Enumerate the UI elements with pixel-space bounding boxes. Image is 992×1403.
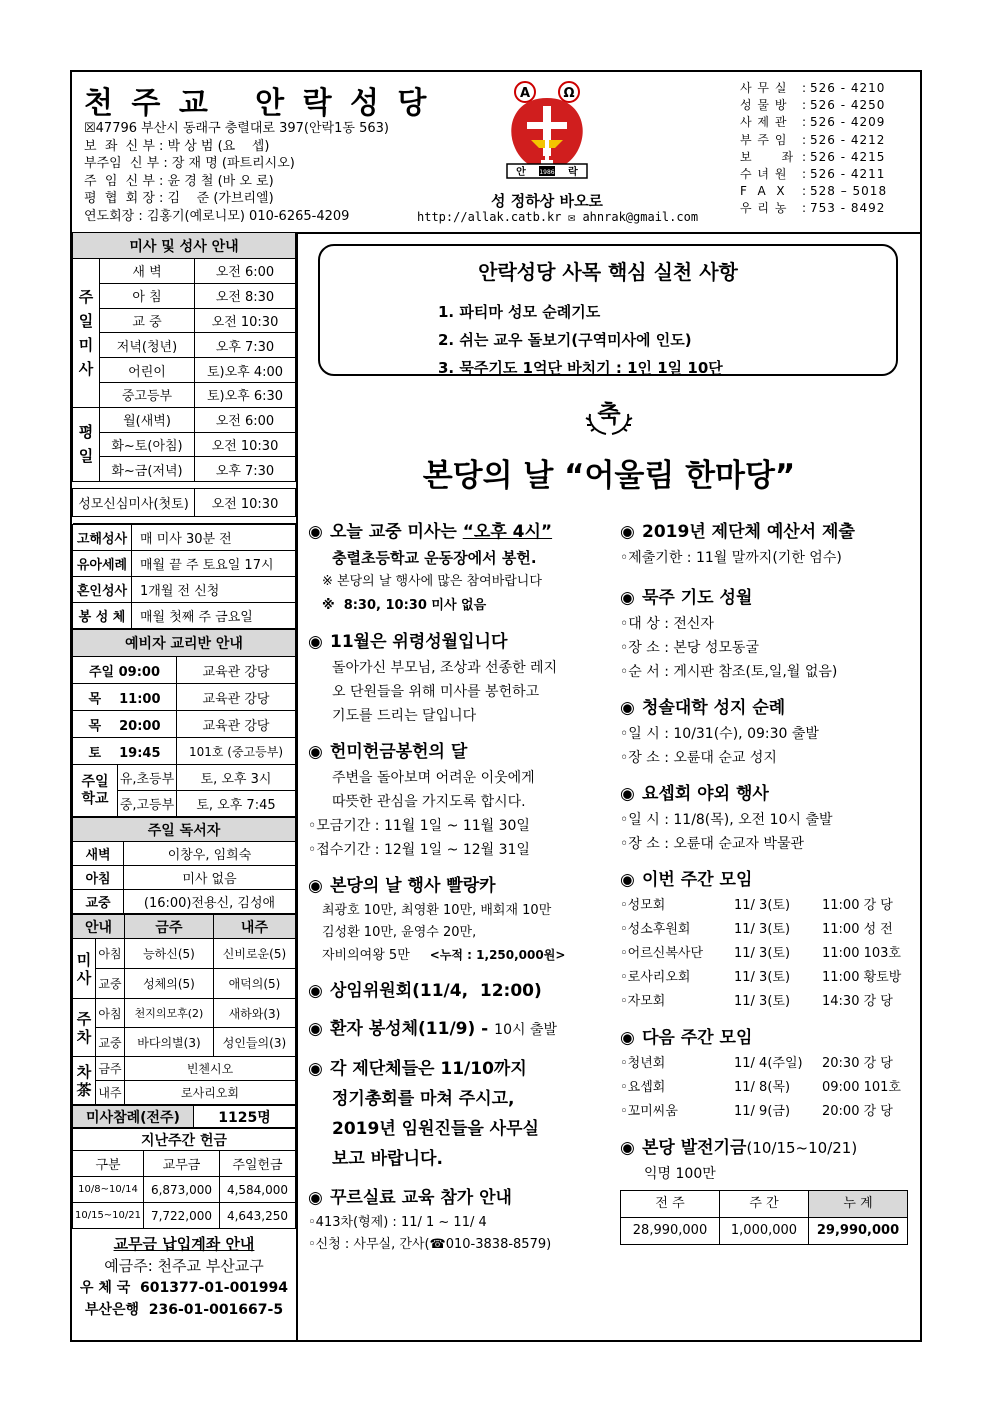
duty-table [72,914,296,1105]
sacrament-info: 매 미사 30분 전 [132,525,296,551]
notice-heading [620,584,914,612]
notice-line: ◦일 시 : 11/8(목), 오전 10시 출발 [620,812,833,828]
duty-next-week: 성인들의(3) [213,1028,295,1057]
offering-tithe: 6,873,000 [144,1177,220,1203]
attendance-label: 미사참례(전주) [73,1106,194,1128]
meeting-group: ◦청년회 [620,1056,666,1071]
notice-line: ◦순 서 : 게시판 참조(토,일,월 없음) [620,664,838,680]
mass-time: 오후 7:30 [195,333,296,358]
heading-text: 본당의 날 행사 빨랑카 [330,876,496,896]
contact-label: 수 녀 원 [740,167,788,182]
contact-label: 성 물 방 [740,98,788,113]
notice-heading [308,872,608,900]
bullet-icon: ◉ [308,981,323,1001]
notice-heading [308,1054,608,1084]
parish-logo-icon [497,78,597,190]
heading-text: 11월은 위령성월입니다 [330,632,508,652]
mass-time: 오전 10:30 [195,308,296,333]
notice-total: <누적 : 1,250,000원> [429,948,566,962]
duty-mass-label: 미 사 [73,939,96,999]
meeting-group: ◦꼬미씨움 [620,1104,678,1119]
bullet-icon: ◉ [308,742,323,762]
bullet-icon: ◉ [620,588,635,608]
account-line: 부산은행 236-01-001667-5 [84,1302,284,1319]
meeting-date: 11/ 3(토) [734,946,791,961]
notice-heading [620,694,914,722]
patron-name: 성 정하상 바오로 [491,192,603,210]
logo-banner-left: 안 [516,167,526,178]
sacrament-name: 혼인성사 [73,577,132,603]
bullet-icon: ◉ [620,870,635,890]
heart-mass-time: 오전 10:30 [195,489,296,517]
mass-time: 오전 8:30 [195,283,296,308]
contact-row: 수 녀 원 : 526 - 4211 [740,166,887,183]
account-line: 예금주: 천주교 부산교구 [104,1257,264,1276]
meeting-row [620,942,914,966]
weekday-label: 평 일 [73,407,100,481]
meeting-row [620,894,914,918]
meeting-group: ◦로사리오회 [620,970,691,985]
contact-row: 성 물 방 : 526 - 4250 [740,97,887,114]
contact-list [740,80,887,218]
notice-line: ◦장 소 : 오륜대 순교 성지 [620,750,777,766]
contact-row: 사 제 관 : 526 - 4209 [740,114,887,131]
mass-time: 오전 10:30 [195,432,296,457]
notice-line: 충렬초등학교 운동장에서 봉헌. [332,549,537,567]
notice-line: 보고 바랍니다. [332,1149,443,1169]
attendance-value: 1125명 [194,1106,296,1128]
notice-line: 정기총회를 마쳐 주시고, [332,1089,515,1109]
contact-label: 보 좌 [740,149,795,164]
contact-label: 부 주 임 [740,132,788,147]
school-time: 토, 오후 7:45 [177,791,296,817]
offering-sunday: 4,584,000 [220,1177,296,1203]
bullet-icon: ◉ [308,876,323,896]
mass-name: 어린이 [100,358,195,383]
meeting-date: 11/ 8(목) [734,1080,791,1095]
meeting-place: 11:00 강 당 [822,898,893,913]
mass-name: 교 중 [100,308,195,333]
heading-text: 환자 봉성체(11/9) - [330,1019,495,1039]
heading-text: 2019년 제단체 예산서 제출 [642,522,855,542]
mass-name: 중고등부 [100,382,195,407]
offering-period: 10/15~10/21 [73,1203,144,1229]
mass-time: 토)오후 6:30 [195,382,296,407]
sacrament-name: 유아세례 [73,551,132,577]
address: ☒47796 부산시 동래구 충렬대로 397(안락1동 563) [84,121,389,136]
heading-highlight: “오후 4시” [462,522,553,542]
notice-heading [620,518,914,546]
offering-tithe: 7,722,000 [144,1203,220,1229]
event-title: 본당의 날 “어울림 한마당” [422,458,796,494]
staff-list [84,120,389,225]
mass-time: 토)오후 4:00 [195,358,296,383]
fund-value: 29,990,000 [809,1218,908,1245]
heading-text: 각 제단체들은 11/10까지 [330,1059,527,1079]
school-time: 토, 오후 3시 [177,765,296,791]
bullet-icon: ◉ [308,1019,323,1039]
meeting-date: 11/ 3(토) [734,970,791,985]
school-name: 유,초등부 [118,765,177,791]
sacrament-info: 매월 끝 주 토요일 17시 [132,551,296,577]
fund-head: 주 간 [720,1191,809,1218]
sacrament-name: 고해성사 [73,525,132,551]
school-name: 중,고등부 [118,791,177,817]
fund-value: 28,990,000 [621,1218,720,1245]
meeting-date: 11/ 3(토) [734,994,791,1009]
website-link[interactable]: http://allak.catb.kr [417,210,562,224]
offering-sunday: 4,643,250 [220,1203,296,1229]
tea-group: 로사리오회 [125,1081,296,1105]
heading-text: 이번 주간 모임 [642,870,753,890]
logo-year: 1986 [539,169,555,176]
fund-head: 전 주 [621,1191,720,1218]
account-box [72,1229,296,1321]
priority-item: 1. 파티마 성모 순례기도 [438,303,601,321]
offering-table [72,1128,296,1229]
notice-heading [620,1024,914,1052]
tea-group: 빈첸시오 [125,1057,296,1081]
notice-line: 기도를 드리는 달입니다 [332,708,477,724]
meeting-place: 11:00 103호 [822,946,901,961]
staff-line: 부주임 신 부 : 장 재 명 (파트리시오) [84,156,295,171]
contact-label: 우 리 농 [740,201,788,216]
bullet-icon: ◉ [620,1028,635,1048]
meeting-row [620,990,914,1014]
notice-line: 2019년 임원진들을 사무실 [332,1119,539,1139]
notice-line: 자비의여왕 5만 [322,948,410,963]
fund-value: 1,000,000 [720,1218,809,1245]
sacrament-name: 봉 성 체 [73,603,132,629]
staff-line: 주 임 신 부 : 윤 경 철 (바 오 로) [84,173,274,189]
header [72,72,920,234]
sacrament-info: 매월 첫째 주 금요일 [132,603,296,629]
notice-line: ◦일 시 : 10/31(수), 09:30 출발 [620,726,819,742]
meeting-place: 14:30 강 당 [822,994,893,1009]
staff-line: 연도회장 : 김홍기(예로니모) 010-6265-4209 [84,208,350,224]
duty-next-week: 신비로운(5) [213,939,295,969]
offering-head: 교무금 [144,1151,220,1177]
bulletin-page [70,70,922,1342]
notice-column-2 [620,518,914,1245]
notice-line: ◦신청 : 사무실, 간사(☎010-3838-8579) [308,1237,552,1252]
reader-mass: 아침 [73,866,124,890]
heading-text: 청솔대학 성지 순례 [642,698,786,718]
reader-mass: 교중 [73,890,124,914]
meeting-group: ◦자모회 [620,994,666,1009]
contact-label: 사 무 실 [740,81,788,95]
duty-head: 안내 [73,915,125,939]
catechism-time: 목 20:00 [73,711,177,738]
meeting-group: ◦요셉회 [620,1080,666,1095]
duty-this-week: 성체의(5) [125,969,214,999]
bullet-icon: ◉ [620,1138,635,1158]
notice-line: 최광호 10만, 최영환 10만, 배회재 10만 [322,903,552,918]
mass-time: 오후 7:30 [195,457,296,482]
reader-mass: 새벽 [73,842,124,866]
duty-mass-name: 아침 [96,999,125,1028]
notice-heading [308,628,608,656]
notice-line: ◦접수기간 : 12월 1일 ~ 12월 31일 [308,842,530,858]
bullet-icon: ◉ [308,632,323,652]
account-title: 교무금 납입계좌 안내 [113,1235,255,1254]
mass-name: 저녁(청년) [100,333,195,358]
duty-mass-name: 교중 [96,969,125,999]
catechism-place: 교육관 강당 [177,711,296,738]
notice-heading [620,1134,914,1162]
fund-table [620,1190,908,1245]
notice-column-1 [308,518,608,1256]
notice-line: ◦장 소 : 오륜대 순교자 박물관 [620,836,804,852]
offering-period: 10/8~10/14 [73,1177,144,1203]
parish-title: 천 주 교 안 락 성 당 [84,86,431,121]
contact-number: 528 – 5018 [810,184,888,199]
mass-name: 월(새벽) [100,407,195,432]
contact-row: 부 주 임 : 526 - 4212 [740,132,887,149]
contact-row: 보 좌 : 526 - 4215 [740,149,887,166]
duty-this-week: 천지의모후(2) [125,999,214,1028]
sacrament-table [72,524,296,629]
priority-item: 3. 묵주기도 1억단 바치기 : 1인 1일 10단 [438,359,723,377]
contact-row: 우 리 농 : 753 - 8492 [740,200,887,217]
notice-line: ※ 본당의 날 행사에 많은 참여바랍니다 [322,574,542,589]
duty-head: 금주 [125,915,214,939]
mass-name: 화~금(저녁) [100,457,195,482]
school-label: 주일 학교 [73,765,118,817]
tea-label: 차 茶 [73,1057,96,1105]
staff-line: 보 좌 신 부 : 박 상 범 (요 셉) [84,138,270,154]
reader-names: (16:00)전용신, 김성애 [124,890,296,914]
catechism-place: 교육관 강당 [177,684,296,711]
reader-title: 주일 독서자 [73,818,296,842]
meeting-place: 20:30 강 당 [822,1056,893,1071]
notice-heading [308,738,608,766]
catechism-place: 교육관 강당 [177,657,296,684]
meeting-row [620,966,914,990]
contact-number: 526 - 4212 [810,132,886,147]
offering-head: 구분 [73,1151,144,1177]
tea-week: 내주 [96,1081,125,1105]
contact-number: 526 - 4250 [810,98,886,113]
notice-heading [308,977,608,1005]
duty-mass-name: 아침 [96,939,125,969]
bullet-icon: ◉ [620,698,635,718]
contact-row: F A X : 528 – 5018 [740,183,887,200]
notice-heading [620,780,914,808]
meeting-date: 11/ 4(주일) [734,1056,803,1071]
mass-title: 미사 및 성사 안내 [73,233,296,259]
bullet-icon: ◉ [308,1188,323,1208]
attendance-table [72,1105,296,1128]
catechism-time: 토 19:45 [73,738,177,765]
logo-alpha: A [519,86,531,101]
reader-table [72,817,296,914]
meeting-date: 11/ 3(토) [734,898,791,913]
notice-line: ◦대 상 : 전신자 [620,616,714,632]
bullet-icon: ◉ [308,522,323,542]
meeting-row [620,1052,914,1076]
notice-heading [308,1015,608,1044]
left-sidebar [72,232,298,1340]
duty-this-week: 능하신(5) [125,939,214,969]
sacrament-info: 1개월 전 신청 [132,577,296,603]
duty-this-week: 바다의별(3) [125,1028,214,1057]
meeting-date: 11/ 3(토) [734,922,791,937]
notice-line: ◦장 소 : 본당 성모동굴 [620,640,759,656]
pastoral-priorities-box [318,244,898,376]
heading-text: 꾸르실료 교육 참가 안내 [330,1188,512,1208]
duty-mass-name: 교중 [96,1028,125,1057]
mass-time: 오전 6:00 [195,407,296,432]
heading-text: 상임위원회(11/4, 12:00) [330,981,542,1001]
meeting-row [620,1076,914,1100]
reader-names: 미사 없음 [124,866,296,890]
notice-line: 돌아가신 부모님, 조상과 선종한 레지 [332,660,558,676]
heading-text: 헌미헌금봉헌의 달 [330,742,468,762]
notice-line: 익명 100만 [644,1166,716,1182]
priorities-title: 안락성당 사목 핵심 실천 사항 [478,260,738,284]
offering-title: 지난주간 헌금 [73,1129,296,1151]
notice-line: 김성환 10만, 윤영수 20만, [322,925,477,940]
contact-number: 753 - 8492 [810,201,886,216]
duty-next-week: 애덕의(5) [213,969,295,999]
meeting-place: 20:00 강 당 [822,1104,893,1119]
meeting-group: ◦어르신복사단 [620,946,704,961]
duty-head: 내주 [213,915,295,939]
bullet-icon: ◉ [308,1059,323,1079]
notice-line: ◦모금기간 : 11월 1일 ~ 11월 30일 [308,818,530,834]
heading-text: 본당 발전기금 [642,1138,747,1158]
offering-head: 주일헌금 [220,1151,296,1177]
heart-mass-name: 성모신심미사(첫토) [73,489,195,517]
heading-text: 요셉회 야외 행사 [642,784,769,804]
meeting-date: 11/ 9(금) [734,1104,791,1119]
notice-line: 따뜻한 관심을 가지도록 합시다. [332,794,526,810]
notice-heading [308,518,608,546]
priority-item: 2. 쉬는 교우 돌보기(구역미사에 인도) [438,331,692,349]
contact-number: 526 - 4209 [810,115,886,130]
contact-number: 526 - 4211 [810,167,886,182]
bullet-icon: ◉ [620,784,635,804]
meeting-place: 09:00 101호 [822,1080,901,1095]
heading-text: 다음 주간 모임 [642,1028,753,1048]
contact-number: 526 - 4215 [810,149,886,164]
reader-names: 이창우, 임희숙 [124,842,296,866]
meeting-row [620,918,914,942]
email-link[interactable]: ✉ ahnrak@gmail.com [568,210,699,224]
duty-next-week: 새하와(3) [213,999,295,1028]
meeting-row [620,1100,914,1124]
sunday-label: 주 일 미 사 [73,259,100,408]
tea-week: 금주 [96,1057,125,1081]
logo-omega: Ω [563,86,575,101]
contact-label: F A X [740,184,786,199]
mass-name: 새 벽 [100,259,195,284]
duty-park-label: 주 차 [73,999,96,1057]
meeting-place: 11:00 황토방 [822,970,902,985]
badge-text: 축 [597,400,621,428]
fund-head: 누 계 [809,1191,908,1218]
catechism-title: 예비자 교리반 안내 [73,630,296,657]
logo-banner-right: 락 [568,167,578,178]
catechism-table [72,629,296,817]
mass-schedule-table [72,232,296,524]
notice-line: ◦제출기한 : 11월 말까지(기한 엄수) [620,550,842,566]
contact-number: 526 - 4210 [810,81,886,95]
heading-note: 10시 출발 [494,1022,557,1038]
heading-text: 묵주 기도 성월 [642,588,753,608]
heading-note: (10/15~10/21) [746,1139,858,1157]
contact-row: 사 무 실 : 526 - 4210 [740,80,887,97]
notice-line: 오 단원들을 위해 미사를 봉헌하고 [332,684,540,700]
notice-heading [620,866,914,894]
mass-name: 화~토(아침) [100,432,195,457]
catechism-time: 목 11:00 [73,684,177,711]
catechism-place: 101호 (중고등부) [177,738,296,765]
meeting-group: ◦성소후원회 [620,922,691,937]
mass-name: 아 침 [100,283,195,308]
bullet-icon: ◉ [620,522,635,542]
contact-label: 사 제 관 [740,115,788,130]
notice-line: ※ 8:30, 10:30 미사 없음 [322,598,487,613]
notice-line: 주변을 돌아보며 어려운 이웃에게 [332,770,535,786]
meeting-place: 11:00 성 전 [822,922,893,937]
notice-line: ◦413차(형제) : 11/ 1 ~ 11/ 4 [308,1215,487,1230]
celebration-badge-icon [584,392,634,438]
catechism-time: 주일 09:00 [73,657,177,684]
staff-line: 평 협 회 장 : 김 준 (가브리엘) [84,191,274,206]
notice-heading [308,1184,608,1212]
mass-time: 오전 6:00 [195,259,296,284]
account-line: 우 체 국 601377-01-001994 [79,1280,289,1297]
heading-text: 오늘 교중 미사는 [330,522,463,542]
meeting-group: ◦성모회 [620,898,666,913]
